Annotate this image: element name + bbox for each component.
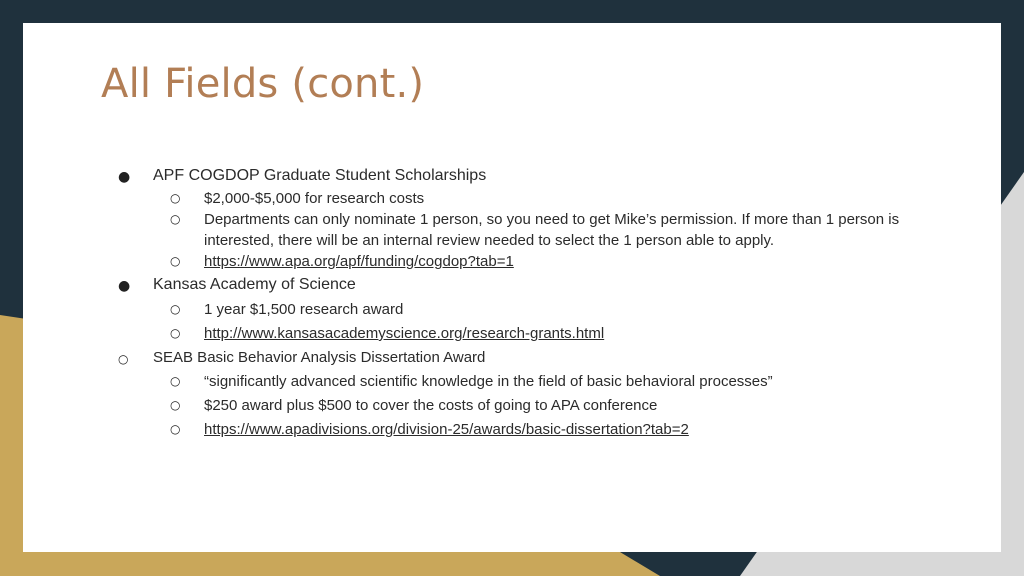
list-item-apf (23, 166, 1001, 186)
sub-item-text: 1 year $1,500 research award (204, 301, 404, 318)
sub-item (23, 323, 924, 344)
slide-title: All Fields (cont.) (101, 61, 425, 107)
sub-item-text: $2,000-$5,000 for research costs (204, 190, 425, 207)
hollow-bullet-icon: ○ (170, 326, 181, 340)
hollow-bullet-icon: ○ (170, 374, 181, 388)
sub-item (23, 395, 924, 416)
hollow-bullet-icon: ○ (170, 302, 181, 316)
slide-canvas (23, 23, 1001, 552)
sub-item-text: Departments can only nominate 1 person, so you need to get Mike’s permission. If more than 1 person is interested, there will be an internal review needed to select the 1 person able to apply. (204, 211, 900, 249)
bullet-list (23, 166, 1001, 440)
sub-item-text: “significantly advanced scientific knowledge in the field of basic behavioral processes” (204, 373, 773, 390)
list-item-heading: Kansas Academy of Science (153, 276, 356, 293)
seab-link[interactable]: https://www.apadivisions.org/division-25/awards/basic-dissertation?tab=2 (204, 421, 689, 438)
sub-item-text: $250 award plus $500 to cover the costs of going to APA conference (204, 397, 658, 414)
hollow-bullet-icon: ○ (170, 398, 181, 412)
list-item-heading: SEAB Basic Behavior Analysis Dissertation Award (153, 349, 486, 366)
hollow-bullet-icon: ○ (170, 422, 181, 436)
sub-item (23, 371, 924, 392)
bullet-icon: ● (118, 278, 131, 294)
bullet-icon: ● (118, 169, 131, 185)
hollow-bullet-icon: ○ (170, 212, 181, 226)
hollow-bullet-icon: ○ (118, 352, 129, 366)
list-item-kansas (23, 275, 1001, 295)
apf-link[interactable]: https://www.apa.org/apf/funding/cogdop?tab=1 (204, 253, 514, 270)
hollow-bullet-icon: ○ (170, 254, 181, 268)
list-item-seab (23, 348, 1001, 368)
sub-item (23, 188, 924, 209)
kansas-link[interactable]: http://www.kansasacademyscience.org/research-grants.html (204, 325, 605, 342)
sub-item (23, 299, 924, 320)
list-item-heading: APF COGDOP Graduate Student Scholarships (153, 167, 487, 184)
sub-item (23, 419, 924, 440)
sub-item (23, 251, 924, 272)
sub-item (23, 209, 924, 251)
hollow-bullet-icon: ○ (170, 191, 181, 205)
